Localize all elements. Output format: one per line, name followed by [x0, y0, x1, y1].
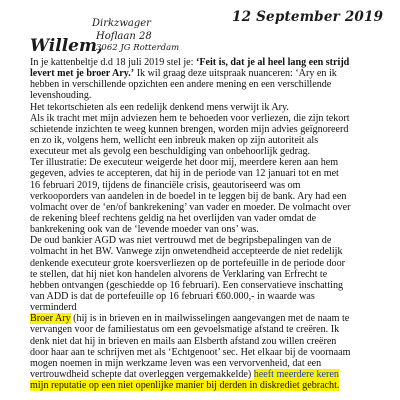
letter-line — [30, 79, 382, 90]
letter-text: door haar aan te schrijven met als ‘Echtgenoot’ sec. Het elkaar bij de voornaam — [30, 346, 351, 358]
bold-quote: levert met je broer Ary.’ — [30, 68, 135, 80]
letter-text: vertrouwdheid schepte dat overleggen vergemakkelde) — [30, 368, 254, 380]
letter-line — [30, 324, 382, 335]
letter-line — [30, 168, 382, 179]
letter-text: vervangen voor de familiestatus om een gevoelsmatige afstand te creëren. Ik — [30, 324, 340, 336]
highlighted-text: Broer Ary — [30, 313, 71, 325]
letter-text: hebben in verschillende opzichten een andere mening en een verschillende — [30, 79, 332, 91]
letter-line — [30, 369, 382, 380]
letter-line — [30, 358, 382, 369]
letter-text: Ik wil graag deze uitspraak nuanceren: ‘Ary en ik — [134, 68, 337, 80]
letter-text: bankrekening ook van de ‘levende moeder van ons’ was. — [30, 224, 259, 236]
letter-line — [30, 157, 382, 168]
letter-line — [30, 68, 382, 79]
letter-line — [30, 202, 382, 213]
letter-line — [30, 224, 382, 235]
letter-text: Het tekortschieten als een redelijk denkend mens verwijt ik Ary. — [30, 101, 289, 113]
letter-text: hebben ontvangen (geschiedde op 16 februari). Een conservatieve inschatting — [30, 279, 344, 291]
letter-line — [30, 90, 382, 101]
letter-line — [30, 113, 382, 124]
letter-line — [30, 380, 382, 391]
letter-text: volmacht in het BW. Vanwege zijn onwetendheid accepteerde de niet redelijk — [30, 246, 343, 258]
letter-text: mogen noemen in mijn werkzame leven was een vervorvenheid, dat een — [30, 357, 322, 369]
letter-text: verminderd — [30, 302, 77, 314]
letter-text: In je kattenbeltje d.d 18 juli 2019 stel je: — [30, 57, 196, 68]
letter-body — [30, 57, 382, 391]
letter-line — [30, 191, 382, 202]
letter-line — [30, 102, 382, 113]
letter-text: Ter illustratie: De executeur weigerde het door mij, meerdere keren aan hem — [30, 157, 339, 169]
letter-line — [30, 146, 382, 157]
letter-line — [30, 180, 382, 191]
letter-text: en zo ik, volgens hem, wellicht een inbreuk maken op zijn autoriteit als — [30, 134, 319, 146]
letter-text: van ADD is dat de portefeuille op 16 februari €60.000,- in waarde was — [30, 290, 315, 302]
letter-line — [30, 313, 382, 324]
letter-line — [30, 235, 382, 246]
handwritten-address-street: Hoflaan 28 — [96, 31, 152, 42]
letter-text: De oud bankier AGD was niet vertrouwd met de begripsbepalingen van de — [30, 235, 332, 247]
letter-text: gegeven, advies te accepteren, dat hij in de periode van 12 januari tot en met — [30, 168, 339, 180]
letter-line — [30, 336, 382, 347]
letter-text: verkooporders van aandelen in de boedel in te leggen bij de bank. Ary had een — [30, 190, 347, 202]
letter-line — [30, 258, 382, 269]
letter-line — [30, 124, 382, 135]
letter-text: levenshouding. — [30, 90, 92, 102]
letter-text: denk niet dat hij in brieven en mails aan Elsberth afstand zou willen creëren — [30, 335, 337, 347]
letter-text: de rekening bleef rechtens geldig na het overlijden van vader omdat de — [30, 212, 317, 224]
letter-line — [30, 213, 382, 224]
handwritten-address-name: Dirkzwager — [92, 18, 151, 29]
letter-text: te stellen, dat hij niet kon handelen alvorens de Verklaring van Erfrecht te — [30, 268, 328, 280]
handwritten-date: 12 September 2019 — [232, 9, 384, 25]
letter-text: executeur met als gevolg een beschuldiging van onbehoorlijk gedrag. — [30, 146, 311, 158]
letter-line — [30, 57, 382, 68]
letter-text: schietende inzichten te weeg kunnen brengen, worden mijn advies geïgnoreerd — [30, 123, 349, 135]
letter-text: 16 februari 2019, tijdens de financiële crisis, geautoriseerd was om — [30, 179, 301, 191]
highlighted-text: heeft meerdere keren — [253, 368, 339, 380]
letter-text: (hij is in brieven en in mailwisselingen aangevangen met de naam te — [70, 313, 350, 325]
letter-text: Als ik tracht met mijn adviezen hem te behoeden voor verliezen, die zijn tekort — [30, 112, 350, 124]
letter-text: denkende executeur grote koersverliezen op de portefeuille in de periode door — [30, 257, 346, 269]
highlighted-text: mijn reputatie op een niet openlijke manier bij derden in diskrediet gebracht. — [30, 380, 340, 392]
letter-line — [30, 280, 382, 291]
handwritten-salutation: Willem, — [30, 36, 103, 56]
letter-line — [30, 246, 382, 257]
letter-line — [30, 135, 382, 146]
letter-line — [30, 302, 382, 313]
letter-line — [30, 347, 382, 358]
bold-quote: ‘Feit is, dat je al heel lang een strijd — [195, 57, 350, 68]
letter-line — [30, 269, 382, 280]
handwritten-address-city: 3062 JG Rotterdam — [96, 43, 180, 53]
letter-line — [30, 291, 382, 302]
letter-text: volmacht over de ‘en/of bankrekening’ van vader en moeder. De volmacht over — [30, 201, 351, 213]
